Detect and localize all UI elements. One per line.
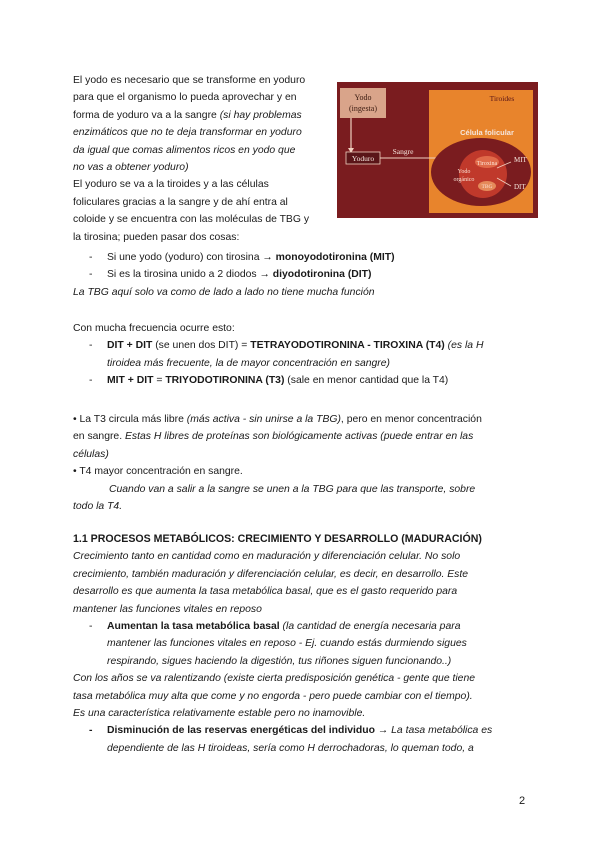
t3-line: células) [73,448,109,460]
intro-line: foliculares gracias a la sangre y de ahí entra al [73,196,288,208]
t3-t4-section [73,411,525,515]
list-bold: DIT + DIT [107,340,153,352]
list-item: - Si une yodo (yoduro) con tirosina → monoyodotironina (MIT) [89,252,395,263]
section-line: Con los años se va ralentizando (existe cierta predisposición genética - gente que tiene [73,673,476,685]
list-bold: Aumentan la tasa metabólica basal [107,621,280,633]
intro-line: no vas a obtener yoduro) [73,162,189,174]
list-item-tmb: - Aumentan la tasa metabólica basal (la cantidad de energía necesaria para mantener las funciones vitales en reposo - Ej. cuando estás durmiendo sigues respirando, sigues haciendo la digestión, tus riñones siguen funcionando..) [89,621,467,667]
list-bold: TETRAYODOTIRONINA - TIROXINA (T4) [250,340,445,352]
page-number: 2 [519,795,526,807]
section-heading: 1.1 PROCESOS METABÓLICOS: CRECIMIENTO Y DESARROLLO (MADURACIÓN) [73,533,482,545]
list-italic: tiroidea más frecuente, la de mayor concentración en sangre) [107,357,391,369]
intro-line: El yodo es necesario que se transforme en yoduro [73,75,306,86]
metabolic-section [73,531,529,757]
t3-line [73,428,525,445]
list-item-reservas: - Disminución de las reservas energéticas del individuo → La tasa metabólica es dependiente de las H tiroideas, sería como H derrochadoras, lo queman todo, a [89,725,493,754]
list-item-text: Si es la tirosina unido a 2 diodos → [107,269,273,281]
list-item-text: Si une yodo (yoduro) con tirosina → [107,252,276,263]
tiroides-label: Tiroides [489,94,515,103]
list-bold: TRIYODOTIRONINA (T3) [165,375,285,387]
intro-line [73,107,335,124]
list-item-t4: - DIT + DIT (se unen dos DIT) = TETRAYODOTIRONINA - TIROXINA (T4) (es la H tiroidea más frecuente, la de mayor concentración en sangre) [89,340,484,369]
list-bold: MIT + DIT [107,375,154,387]
list-italic: (es la H [444,340,484,352]
list-italic: dependiente de las H tiroideas, sería como H derrochadoras, lo queman todo, a [107,742,474,754]
intro-text: forma de yoduro va a la sangre [73,109,217,121]
sangre-label: Sangre [392,147,414,156]
yodo-organico-label-2: orgánico [453,177,475,183]
frequency-section [73,320,523,390]
intro-line: coloide y se encuentra con las moléculas de TBG y [73,214,310,226]
t3-text: , pero en menor concentración [340,414,482,425]
t4-line: Cuando van a salir a la sangre se unen a la TBG para que las transporte, sobre [109,483,476,495]
list-italic: respirando, sigues haciendo la digestión, tus riñones siguen funcionando..) [107,655,452,667]
list-text: = [153,375,166,387]
section-line: Es una característica relativamente estable pero no inamovible. [73,708,366,720]
t3-text: en sangre. [73,431,125,443]
intro-line: enzimáticos que no te deja transformar en yoduro [73,127,302,139]
tbg-note: La TBG aquí solo va como de lado a lado no tiene mucha función [73,286,375,298]
bullet: • [73,414,77,425]
list-text: (sale en menor cantidad que la T4) [284,375,449,387]
list-item: - Si es la tirosina unido a 2 diodos → diyodotironina (DIT) [89,269,372,281]
celula-label: Célula folicular [460,128,514,137]
t4-line: todo la T4. [73,501,123,513]
intro-line: El yoduro se va a la tiroides y a las células [73,179,269,191]
list-bold: Disminución de las reservas energéticas del individuo → [107,725,389,737]
t3-italic: (más activa - sin unirse a la TBG) [186,414,341,425]
section-line: desarrollo es que aumenta la tasa metabólica basal, que es el gasto requerido para [73,586,458,598]
list-text: (se unen dos DIT) = [152,340,251,352]
dit-label: DIT [514,183,526,191]
section-line: crecimiento, también maduración y diferenciación celular, es decir, en desarrollo. Este [73,568,469,580]
frequency-intro: Con mucha frecuencia ocurre esto: [73,323,235,334]
thyroid-iodine-diagram [337,82,538,218]
ingesta-label: (ingesta) [349,104,377,113]
list-italic: (la cantidad de energía necesaria para [279,621,461,633]
list-item-bold: monoyodotironina (MIT) [275,252,395,263]
section-line: tasa metabólica muy alta que come y no engorda - pero puede cambiar con el tiempo). [73,690,473,702]
t4-text: T4 mayor concentración en sangre. [76,466,243,478]
list-italic: mantener las funciones vitales en reposo - Ej. cuando estás durmiendo sigues [107,638,467,650]
intro-italic: (si hay problemas [216,109,302,121]
tbg-label: TBG [481,184,493,190]
t3-text: La T3 circula más libre [76,414,187,425]
section-line: Crecimiento tanto en cantidad como en maduración y diferenciación celular. No solo [73,551,461,563]
tiroxina-label: Tiroxina [476,161,498,167]
yoduro-label: Yoduro [351,154,375,163]
intro-paragraph [73,72,335,246]
mit-dit-list [73,249,523,301]
mit-label: MIT [514,156,527,164]
t4-line [73,463,525,480]
intro-line: da igual que comas alimentos ricos en yodo que [73,144,296,156]
intro-line: para que el organismo lo pueda aprovechar y en [73,92,297,104]
bullet: • [73,466,77,478]
list-item-bold: diyodotironina (DIT) [272,269,372,281]
list-italic: La tasa metabólica es [388,725,493,737]
section-line: mantener las funciones vitales en reposo [73,603,262,615]
intro-line: la tirosina; pueden pasar dos cosas: [73,231,240,243]
t3-italic: Estas H libres de proteínas son biológicamente activas (puede entrar en las [125,431,474,443]
yodo-label: Yodo [354,93,372,102]
list-item-t3: - MIT + DIT = TRIYODOTIRONINA (T3) (sale en menor cantidad que la T4) [89,375,449,387]
yodo-organico-label-1: Yodo [457,169,471,175]
t3-line [73,411,525,428]
